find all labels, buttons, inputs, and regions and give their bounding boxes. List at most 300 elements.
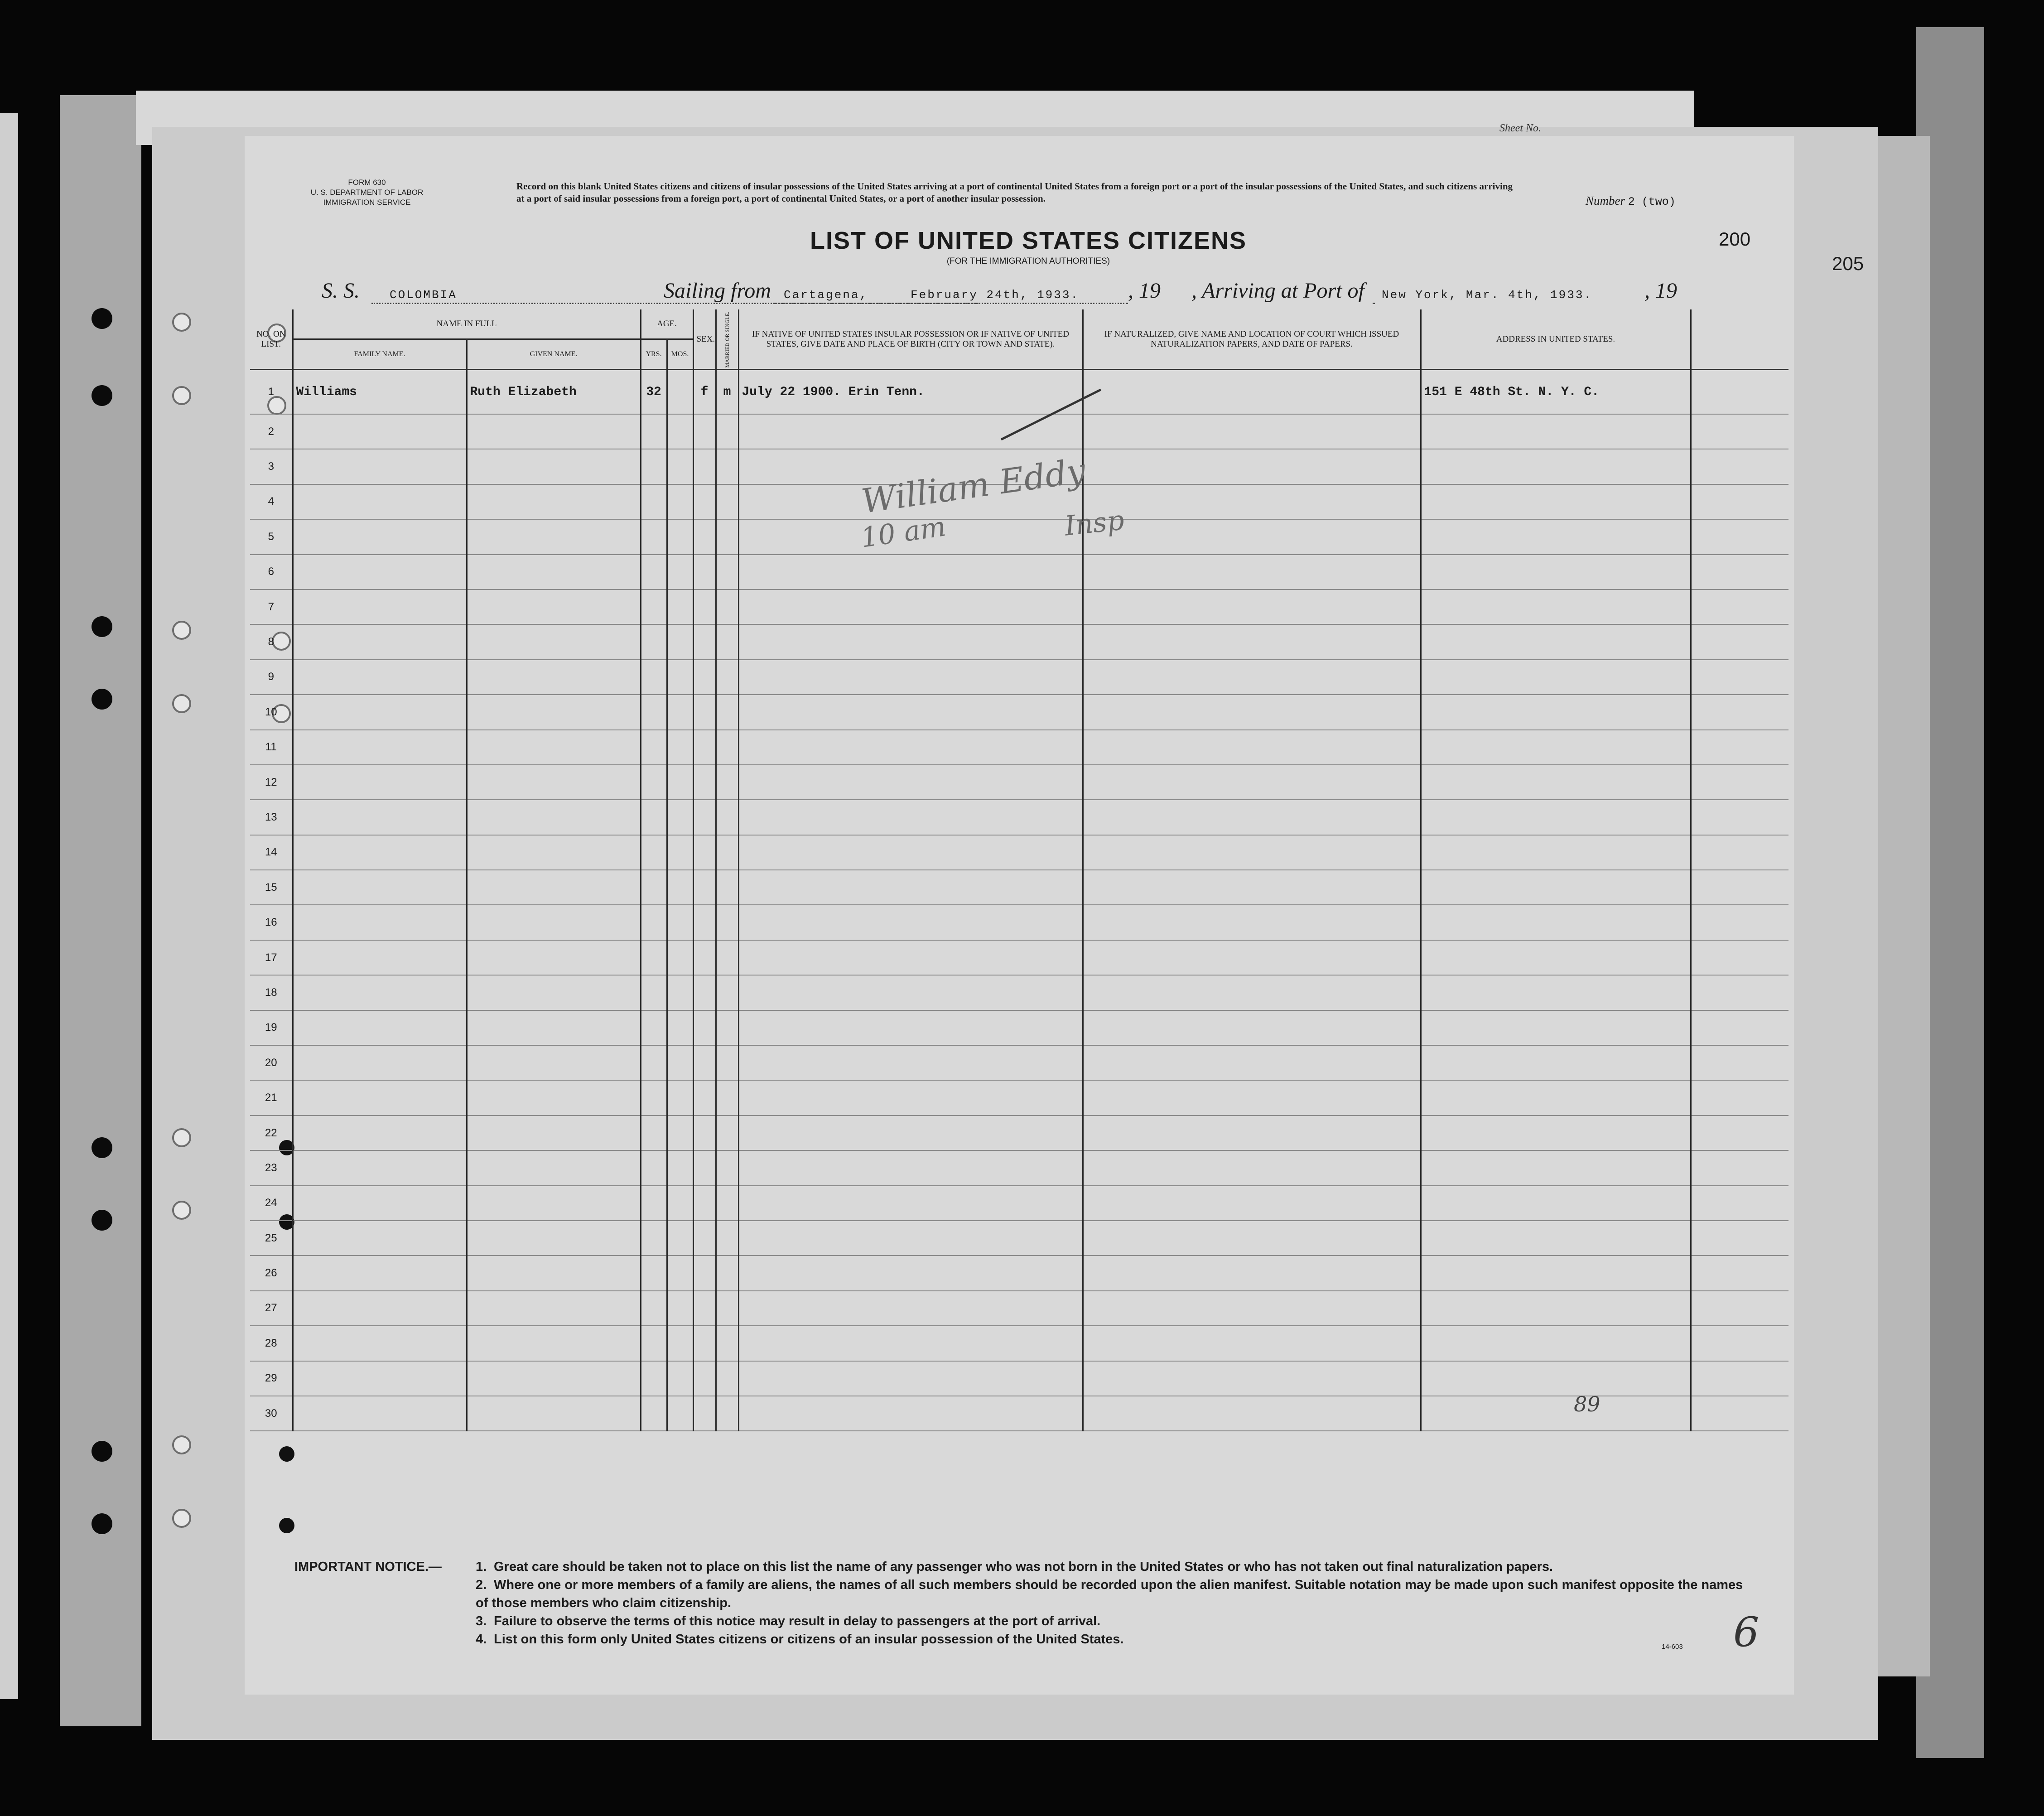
given-name-cell — [467, 1326, 641, 1361]
sex-cell — [693, 1116, 716, 1150]
blank-cell — [1691, 1291, 1788, 1326]
family-name-cell — [293, 905, 467, 940]
family-name-cell — [293, 695, 467, 729]
given-name-cell — [467, 975, 641, 1010]
given-name-cell — [467, 1116, 641, 1150]
marital-status-cell — [716, 519, 738, 554]
marital-status-cell — [716, 1045, 738, 1080]
row-number: 7 — [250, 589, 293, 624]
sex-cell — [693, 1256, 716, 1290]
header-address: ADDRESS IN UNITED STATES. — [1421, 309, 1691, 370]
birth-info-cell — [738, 1291, 1083, 1326]
naturalization-cell — [1083, 765, 1421, 800]
age-months-cell — [667, 1080, 693, 1115]
naturalization-cell — [1083, 519, 1421, 554]
binder-hole — [92, 385, 112, 406]
row-number: 14 — [250, 835, 293, 870]
given-name-cell — [467, 1150, 641, 1185]
naturalization-cell — [1083, 589, 1421, 624]
marital-status-cell — [716, 975, 738, 1010]
sailing-rule — [775, 303, 1128, 304]
age-years-cell — [641, 1221, 667, 1256]
record-instructions: Record on this blank United States citizens and citizens of insular possessions of the United States arriving at a port of continental United States from a foreign port or a port of the insular possessions of the United States, and such citizens arriving at a port of said insular possessions from a foreign port, a port of continental United States, or a port of another insular possession. — [516, 181, 1513, 204]
row-number: 1 — [250, 370, 293, 415]
address-cell — [1421, 870, 1691, 905]
address-cell — [1421, 1045, 1691, 1080]
age-months-cell — [667, 695, 693, 729]
given-name-cell — [467, 449, 641, 484]
birth-info-cell — [738, 1256, 1083, 1290]
address-cell — [1421, 660, 1691, 695]
header-age: AGE. — [641, 309, 693, 339]
age-years-cell — [641, 1080, 667, 1115]
table-row — [250, 555, 1788, 589]
binder-hole — [92, 616, 112, 637]
sex-cell — [693, 765, 716, 800]
age-months-cell — [667, 519, 693, 554]
address-cell — [1421, 1116, 1691, 1150]
age-months-cell — [667, 1116, 693, 1150]
age-years-cell — [641, 1361, 667, 1396]
sex-cell — [693, 449, 716, 484]
given-name-cell — [467, 484, 641, 519]
naturalization-cell — [1083, 1256, 1421, 1290]
address-cell — [1421, 589, 1691, 624]
arriving-label: , Arriving at Port of — [1191, 279, 1364, 303]
row-number: 13 — [250, 800, 293, 835]
age-years-cell — [641, 800, 667, 835]
punch-hole — [172, 1509, 191, 1528]
birth-info-cell — [738, 1326, 1083, 1361]
birth-info-cell — [738, 1010, 1083, 1045]
age-years-cell — [641, 1010, 667, 1045]
ss-label: S. S. — [322, 279, 360, 303]
marital-status-cell — [716, 1256, 738, 1290]
naturalization-cell — [1083, 1326, 1421, 1361]
marital-status-cell — [716, 1221, 738, 1256]
blank-cell — [1691, 695, 1788, 729]
naturalization-cell — [1083, 484, 1421, 519]
age-years-cell — [641, 835, 667, 870]
service-name: IMMIGRATION SERVICE — [323, 198, 411, 207]
age-years-cell — [641, 1256, 667, 1290]
sex-cell — [693, 1291, 716, 1326]
marital-status-cell — [716, 905, 738, 940]
family-name-cell — [293, 1045, 467, 1080]
table-row — [250, 730, 1788, 765]
marital-status-cell — [716, 1080, 738, 1115]
address-cell — [1421, 414, 1691, 449]
naturalization-cell — [1083, 975, 1421, 1010]
family-name-cell: Williams — [293, 370, 467, 415]
table-row — [250, 800, 1788, 835]
naturalization-cell — [1083, 1361, 1421, 1396]
form-code: 14-603 — [1662, 1643, 1683, 1651]
notice-item — [476, 1612, 1744, 1630]
given-name-cell — [467, 730, 641, 765]
age-months-cell — [667, 1221, 693, 1256]
sex-cell — [693, 1080, 716, 1115]
given-name-cell: Ruth Elizabeth — [467, 370, 641, 415]
given-name-cell — [467, 1186, 641, 1221]
given-name-cell — [467, 555, 641, 589]
blank-cell — [1691, 1186, 1788, 1221]
address-cell — [1421, 1010, 1691, 1045]
form-identifier — [281, 178, 453, 208]
header-given-name: GIVEN NAME. — [467, 339, 641, 370]
sheet-no-label: Sheet No. — [1499, 122, 1541, 134]
naturalization-cell — [1083, 730, 1421, 765]
row-number: 5 — [250, 519, 293, 554]
table-row — [250, 519, 1788, 554]
birth-info-cell — [738, 660, 1083, 695]
age-years-cell — [641, 1150, 667, 1185]
blank-cell — [1691, 1221, 1788, 1256]
marital-status-cell — [716, 1010, 738, 1045]
year-label-1: , 19 — [1128, 279, 1161, 303]
age-years-cell — [641, 660, 667, 695]
voyage-line — [322, 278, 1717, 305]
sex-cell — [693, 484, 716, 519]
age-years-cell — [641, 905, 667, 940]
page-subtitle: (FOR THE IMMIGRATION AUTHORITIES) — [946, 256, 1110, 266]
marital-status-cell — [716, 624, 738, 659]
row-number: 23 — [250, 1150, 293, 1185]
binder-hole — [92, 1513, 112, 1534]
blank-cell — [1691, 870, 1788, 905]
table-row — [250, 1291, 1788, 1326]
given-name-cell — [467, 870, 641, 905]
age-years-cell — [641, 940, 667, 975]
age-months-cell — [667, 484, 693, 519]
age-months-cell — [667, 660, 693, 695]
ship-name: COLOMBIA — [390, 288, 457, 302]
naturalization-cell — [1083, 449, 1421, 484]
row-number: 3 — [250, 449, 293, 484]
sex-cell — [693, 1221, 716, 1256]
binder-strip — [60, 95, 141, 1726]
number-value: 2 (two) — [1628, 195, 1676, 208]
notice-item-text: Where one or more members of a family are aliens, the names of all such members should be recorded upon the alien manifest. Suitable notation may be made upon such manifest opposite the names of those members who claim citizenship. — [476, 1578, 1743, 1610]
given-name-cell — [467, 589, 641, 624]
row-number: 17 — [250, 940, 293, 975]
address-cell — [1421, 449, 1691, 484]
age-years-cell — [641, 414, 667, 449]
marital-status-cell — [716, 1150, 738, 1185]
handwritten-number: 89 — [1574, 1392, 1600, 1416]
birth-info-cell — [738, 730, 1083, 765]
naturalization-cell — [1083, 800, 1421, 835]
row-number: 18 — [250, 975, 293, 1010]
sex-cell — [693, 414, 716, 449]
family-name-cell — [293, 519, 467, 554]
marital-status-cell — [716, 730, 738, 765]
given-name-cell — [467, 1080, 641, 1115]
sex-cell — [693, 589, 716, 624]
naturalization-cell — [1083, 1291, 1421, 1326]
blank-cell — [1691, 975, 1788, 1010]
table-row — [250, 1045, 1788, 1080]
naturalization-cell — [1083, 870, 1421, 905]
header-name-in-full: NAME IN FULL — [293, 309, 641, 339]
address-cell — [1421, 555, 1691, 589]
family-name-cell — [293, 1116, 467, 1150]
notice-item — [476, 1630, 1744, 1648]
table-row — [250, 1326, 1788, 1361]
birth-info-cell — [738, 1080, 1083, 1115]
age-months-cell — [667, 1256, 693, 1290]
given-name-cell — [467, 800, 641, 835]
table-row — [250, 1080, 1788, 1115]
family-name-cell — [293, 765, 467, 800]
right-page-edge — [1875, 136, 1930, 1676]
notice-heading: IMPORTANT NOTICE.— — [294, 1560, 442, 1574]
marital-status-cell — [716, 1291, 738, 1326]
age-years-cell — [641, 1116, 667, 1150]
birth-info-cell — [738, 589, 1083, 624]
table-row — [250, 1186, 1788, 1221]
binder-hole — [92, 1137, 112, 1158]
row-number: 26 — [250, 1256, 293, 1290]
family-name-cell — [293, 589, 467, 624]
address-cell — [1421, 1080, 1691, 1115]
age-years-cell — [641, 730, 667, 765]
sailing-date: February 24th, 1933. — [911, 288, 1080, 302]
age-years-cell — [641, 1326, 667, 1361]
age-months-cell — [667, 870, 693, 905]
family-name-cell — [293, 835, 467, 870]
sex-cell — [693, 1186, 716, 1221]
given-name-cell — [467, 905, 641, 940]
sex-cell — [693, 1361, 716, 1396]
row-number: 4 — [250, 484, 293, 519]
address-cell — [1421, 975, 1691, 1010]
naturalization-cell — [1083, 835, 1421, 870]
birth-info-cell — [738, 1221, 1083, 1256]
birth-info-cell — [738, 1150, 1083, 1185]
table-row — [250, 1150, 1788, 1185]
age-years-cell — [641, 1291, 667, 1326]
address-cell — [1421, 695, 1691, 729]
birth-info-cell — [738, 835, 1083, 870]
sex-cell — [693, 835, 716, 870]
corner-mark: 6 — [1733, 1608, 1760, 1656]
address-cell — [1421, 484, 1691, 519]
handwritten-check-stroke — [997, 385, 1105, 444]
age-years-cell — [641, 975, 667, 1010]
sex-cell — [693, 975, 716, 1010]
address-cell — [1421, 1291, 1691, 1326]
punch-hole — [172, 386, 191, 405]
family-name-cell — [293, 624, 467, 659]
address-cell — [1421, 905, 1691, 940]
marital-status-cell — [716, 449, 738, 484]
form-number-field — [1586, 194, 1676, 208]
punch-hole — [172, 313, 191, 332]
row-number: 16 — [250, 905, 293, 940]
birth-info-cell — [738, 1045, 1083, 1080]
given-name-cell — [467, 940, 641, 975]
age-months-cell — [667, 730, 693, 765]
row-number: 24 — [250, 1186, 293, 1221]
sex-cell — [693, 519, 716, 554]
notice-item-text: Great care should be taken not to place on this list the name of any passenger who was not born in the United States or who has not taken out final naturalization papers. — [494, 1560, 1553, 1574]
age-years-cell — [641, 765, 667, 800]
age-years-cell — [641, 870, 667, 905]
sex-cell — [693, 555, 716, 589]
family-name-cell — [293, 1326, 467, 1361]
table-row — [250, 1221, 1788, 1256]
blank-cell — [1691, 1080, 1788, 1115]
address-cell — [1421, 624, 1691, 659]
form-number: FORM 630 — [348, 178, 386, 187]
age-months-cell — [667, 800, 693, 835]
blank-cell — [1691, 800, 1788, 835]
naturalization-cell — [1083, 1116, 1421, 1150]
table-row — [250, 1010, 1788, 1045]
given-name-cell — [467, 765, 641, 800]
table-row — [250, 589, 1788, 624]
family-name-cell — [293, 730, 467, 765]
address-cell — [1421, 1396, 1691, 1431]
birth-info-cell — [738, 975, 1083, 1010]
given-name-cell — [467, 1221, 641, 1256]
given-name-cell — [467, 660, 641, 695]
sex-cell — [693, 1326, 716, 1361]
address-cell — [1421, 940, 1691, 975]
naturalization-cell — [1083, 555, 1421, 589]
sex-cell — [693, 940, 716, 975]
age-months-cell — [667, 414, 693, 449]
binder-hole — [92, 1210, 112, 1231]
arriving-rule — [1373, 303, 1374, 304]
row-number: 30 — [250, 1396, 293, 1431]
age-months-cell — [667, 555, 693, 589]
notice-item-number: 3. — [476, 1614, 487, 1628]
punch-hole — [279, 1518, 294, 1533]
marital-status-cell — [716, 1116, 738, 1150]
address-cell — [1421, 1221, 1691, 1256]
address-cell — [1421, 519, 1691, 554]
birth-info-cell — [738, 905, 1083, 940]
table-row — [250, 940, 1788, 975]
given-name-cell — [467, 624, 641, 659]
row-number: 11 — [250, 730, 293, 765]
family-name-cell — [293, 484, 467, 519]
year-label-2: , 19 — [1644, 279, 1677, 303]
given-name-cell — [467, 1045, 641, 1080]
sex-cell — [693, 1150, 716, 1185]
family-name-cell — [293, 870, 467, 905]
table-row — [250, 870, 1788, 905]
family-name-cell — [293, 1080, 467, 1115]
blank-cell — [1691, 370, 1788, 415]
table-row — [250, 660, 1788, 695]
age-months-cell — [667, 835, 693, 870]
punch-hole — [172, 694, 191, 713]
naturalization-cell — [1083, 1080, 1421, 1115]
age-years-cell — [641, 589, 667, 624]
family-name-cell — [293, 555, 467, 589]
birth-info-cell — [738, 1361, 1083, 1396]
blank-cell — [1691, 730, 1788, 765]
given-name-cell — [467, 1256, 641, 1290]
table-row — [250, 1396, 1788, 1431]
family-name-cell — [293, 1221, 467, 1256]
birth-info-cell — [738, 1186, 1083, 1221]
row-number: 25 — [250, 1221, 293, 1256]
naturalization-cell — [1083, 905, 1421, 940]
blank-cell — [1691, 1116, 1788, 1150]
row-number: 27 — [250, 1291, 293, 1326]
birth-info-cell — [738, 1396, 1083, 1431]
birth-info-cell — [738, 800, 1083, 835]
age-years-cell — [641, 624, 667, 659]
binder-hole — [92, 689, 112, 710]
row-number: 12 — [250, 765, 293, 800]
marital-status-cell: m — [716, 370, 738, 415]
marital-status-cell — [716, 414, 738, 449]
given-name-cell — [467, 695, 641, 729]
address-cell — [1421, 835, 1691, 870]
address-cell — [1421, 800, 1691, 835]
table-row — [250, 1361, 1788, 1396]
naturalization-cell — [1083, 940, 1421, 975]
family-name-cell — [293, 1010, 467, 1045]
family-name-cell — [293, 800, 467, 835]
age-months-cell — [667, 765, 693, 800]
notice-item-text: List on this form only United States citizens or citizens of an insular possession of the United States. — [494, 1632, 1124, 1647]
header-birth: IF NATIVE OF UNITED STATES INSULAR POSSESSION OR IF NATIVE OF UNITED STATES, GIVE DATE AND PLACE OF BIRTH (CITY OR TOWN AND STATE). — [738, 309, 1083, 370]
blank-cell — [1691, 589, 1788, 624]
sex-cell — [693, 660, 716, 695]
blank-cell — [1691, 1396, 1788, 1431]
address-cell — [1421, 1361, 1691, 1396]
blank-cell — [1691, 1361, 1788, 1396]
age-months-cell — [667, 589, 693, 624]
age-months-cell — [667, 975, 693, 1010]
sex-cell — [693, 1010, 716, 1045]
age-months-cell — [667, 905, 693, 940]
naturalization-cell — [1083, 370, 1421, 415]
row-number: 8 — [250, 624, 293, 659]
page-number-205: 205 — [1832, 253, 1864, 274]
naturalization-cell — [1083, 414, 1421, 449]
age-years-cell — [641, 519, 667, 554]
naturalization-cell — [1083, 695, 1421, 729]
table-row — [250, 1256, 1788, 1290]
age-years-cell — [641, 449, 667, 484]
blank-cell — [1691, 519, 1788, 554]
naturalization-cell — [1083, 624, 1421, 659]
birth-info-cell — [738, 870, 1083, 905]
marital-status-cell — [716, 835, 738, 870]
notice-item — [476, 1558, 1744, 1576]
table-row — [250, 835, 1788, 870]
naturalization-cell — [1083, 1010, 1421, 1045]
header-blank — [1691, 309, 1788, 370]
row-number: 19 — [250, 1010, 293, 1045]
sex-cell — [693, 1045, 716, 1080]
age-months-cell — [667, 1045, 693, 1080]
punch-hole — [172, 1435, 191, 1454]
header-family-name: FAMILY NAME. — [293, 339, 467, 370]
sex-cell — [693, 1396, 716, 1431]
given-name-cell — [467, 835, 641, 870]
sex-cell — [693, 800, 716, 835]
age-months-cell — [667, 1010, 693, 1045]
marital-status-cell — [716, 1396, 738, 1431]
